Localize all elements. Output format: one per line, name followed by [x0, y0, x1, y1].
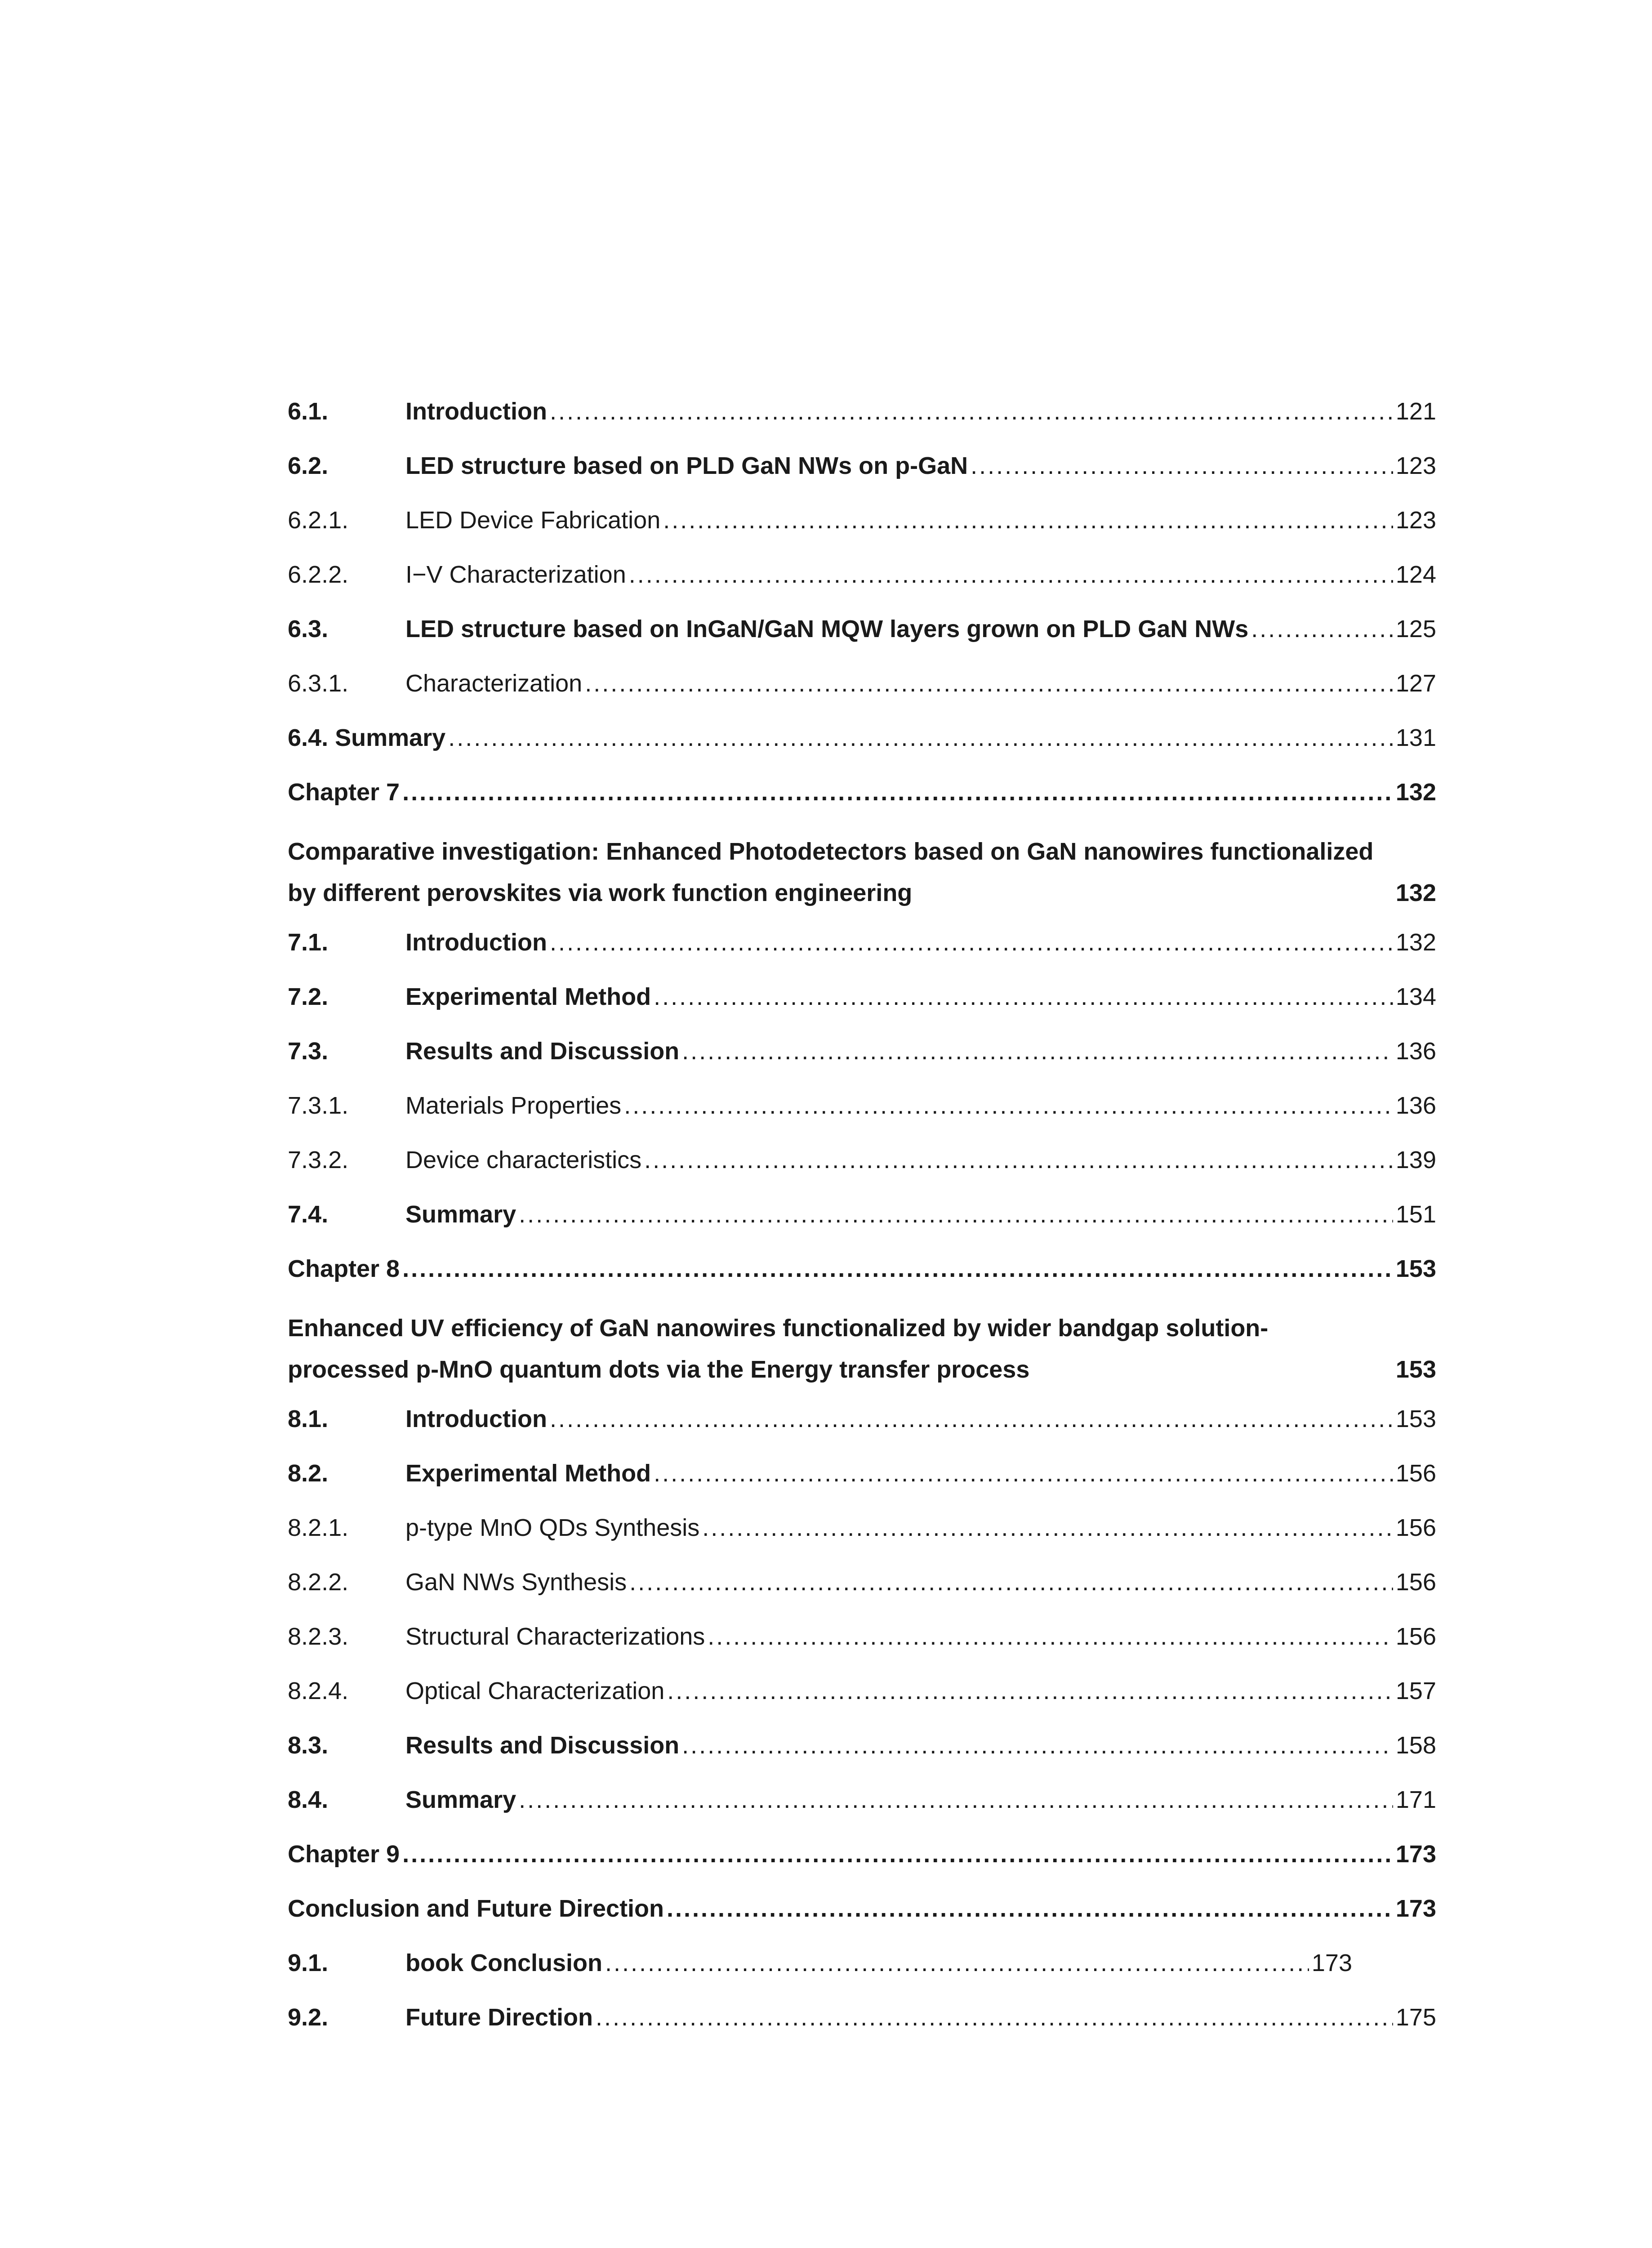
- toc-entry-title: Summary: [405, 1786, 517, 1813]
- toc-entry-7-1[interactable]: [288, 927, 1436, 958]
- toc-entry-title: Chapter 9: [288, 1841, 400, 1868]
- toc-entry-7-3-2[interactable]: [288, 1144, 1436, 1176]
- toc-entry-page: 134: [1395, 983, 1436, 1010]
- toc-entry-number: 7.3.: [288, 1038, 329, 1065]
- toc-entry-page: 173: [1311, 1949, 1352, 1976]
- toc-entry-number: 8.2.: [288, 1460, 329, 1487]
- toc-entry-title: Materials Properties: [405, 1092, 622, 1119]
- toc-entry-page: 125: [1395, 616, 1436, 642]
- toc-entry-6-2-2[interactable]: [288, 559, 1436, 590]
- dot-leader: [1251, 613, 1393, 645]
- toc-entry-page: 175: [1395, 2004, 1436, 2031]
- dot-leader: [644, 1144, 1393, 1176]
- toc-entry-title: Introduction: [405, 1405, 547, 1432]
- toc-entry-title: LED structure based on PLD GaN NWs on p-GaN: [405, 452, 968, 479]
- toc-entry-page: 153: [1395, 1405, 1436, 1432]
- toc-entry-page: 136: [1395, 1038, 1436, 1065]
- toc-entry-number: 8.3.: [288, 1732, 329, 1759]
- toc-entry-page: 131: [1395, 724, 1436, 751]
- toc-entry-number: 8.1.: [288, 1405, 329, 1432]
- toc-entry-9-2[interactable]: [288, 2002, 1436, 2033]
- dot-leader: [550, 1403, 1393, 1435]
- toc-entry-title: Results and Discussion: [405, 1038, 680, 1065]
- toc-entry-title: I−V Characterization: [405, 561, 626, 588]
- toc-entry-7-2[interactable]: [288, 981, 1436, 1012]
- toc-entry-title: Summary: [405, 1201, 517, 1228]
- toc-entry-title: Introduction: [405, 398, 547, 425]
- dot-leader: [629, 559, 1393, 590]
- dot-leader: [448, 722, 1393, 754]
- dot-leader: [702, 1512, 1393, 1543]
- toc-entry-title: Future Direction: [405, 2004, 593, 2031]
- dot-leader: [519, 1784, 1393, 1815]
- toc-entry-page: 123: [1395, 507, 1436, 534]
- dot-leader: [654, 1458, 1393, 1489]
- toc-entry-title-line2: by different perovskites via work function engineering: [288, 879, 913, 906]
- toc-entry-8-2[interactable]: [288, 1458, 1436, 1489]
- toc-entry-title: Introduction: [405, 929, 547, 956]
- toc-entry-page: 156: [1395, 1460, 1436, 1487]
- toc-entry-number: 9.1.: [288, 1949, 329, 1976]
- toc-entry-title: p-type MnO QDs Synthesis: [405, 1514, 700, 1541]
- toc-entry-title-line1: Enhanced UV efficiency of GaN nanowires functionalized by wider bandgap solution-: [288, 1315, 1269, 1342]
- dot-leader: [519, 1199, 1393, 1230]
- toc-entry-title-line2: processed p-MnO quantum dots via the Energy transfer process: [288, 1356, 1030, 1383]
- toc-entry-title: LED Device Fabrication: [405, 507, 661, 534]
- toc-entry-6-2[interactable]: [288, 450, 1436, 482]
- dot-leader: [550, 396, 1393, 427]
- dot-leader: [596, 2002, 1393, 2033]
- toc-entry-7-3[interactable]: [288, 1035, 1436, 1067]
- dot-leader: [663, 504, 1393, 536]
- toc-entry-7-3-1[interactable]: [288, 1090, 1436, 1121]
- toc-entry-page: 139: [1395, 1146, 1436, 1173]
- toc-entry-page: 153: [1395, 1356, 1436, 1383]
- toc-entry-6-1[interactable]: [288, 396, 1436, 427]
- toc-entry-title: Chapter 7: [288, 779, 400, 806]
- toc-entry-6-2-1[interactable]: [288, 504, 1436, 536]
- toc-entry-page: 132: [1395, 879, 1436, 906]
- dot-leader: [402, 1253, 1393, 1285]
- dot-leader: [605, 1947, 1309, 1979]
- toc-entry-number: 6.3.1.: [288, 670, 349, 697]
- toc-entry-8-2-1[interactable]: [288, 1512, 1436, 1543]
- toc-entry-title: Experimental Method: [405, 1460, 651, 1487]
- toc-entry-6-4[interactable]: [288, 722, 1436, 754]
- toc-entry-chapter-8[interactable]: [288, 1253, 1436, 1285]
- dot-leader: [682, 1730, 1393, 1761]
- toc-entry-title-line1: Comparative investigation: Enhanced Photodetectors based on GaN nanowires functionalized: [288, 838, 1374, 865]
- toc-entry-8-4[interactable]: [288, 1784, 1436, 1815]
- dot-leader: [624, 1090, 1393, 1121]
- dot-leader: [667, 1893, 1393, 1924]
- dot-leader: [667, 1675, 1393, 1707]
- toc-entry-page: 171: [1395, 1786, 1436, 1813]
- toc-entry-number: 9.2.: [288, 2004, 329, 2031]
- toc-entry-title: Experimental Method: [405, 983, 651, 1010]
- toc-entry-number: 8.2.4.: [288, 1677, 349, 1704]
- toc-entry-page: 132: [1395, 779, 1436, 806]
- toc-entry-title: Results and Discussion: [405, 1732, 680, 1759]
- toc-entry-title: Characterization: [405, 670, 583, 697]
- toc-entry-number: 6.3.: [288, 616, 329, 642]
- toc-entry-page: 121: [1395, 398, 1436, 425]
- toc-entry-page: 173: [1395, 1841, 1436, 1868]
- toc-entry-number: 6.2.: [288, 452, 329, 479]
- toc-entry-page: 158: [1395, 1732, 1436, 1759]
- dot-leader: [708, 1621, 1393, 1652]
- toc-entry-number: 8.2.2.: [288, 1569, 349, 1596]
- toc-entry-chapter-8-title[interactable]: [288, 1307, 1436, 1390]
- toc-entry-number: 7.1.: [288, 929, 329, 956]
- toc-entry-8-2-3[interactable]: [288, 1621, 1436, 1652]
- toc-entry-title: book Conclusion: [405, 1949, 602, 1976]
- dot-leader: [402, 776, 1393, 808]
- toc-entry-6-3[interactable]: [288, 613, 1436, 645]
- toc-entry-title: Device characteristics: [405, 1146, 642, 1173]
- toc-entry-page: 173: [1395, 1895, 1436, 1922]
- toc-entry-chapter-7-title[interactable]: [288, 831, 1436, 914]
- toc-entry-chapter-9-title[interactable]: [288, 1893, 1436, 1924]
- dot-leader: [585, 668, 1393, 699]
- toc-entry-title: LED structure based on InGaN/GaN MQW layers grown on PLD GaN NWs: [405, 616, 1249, 642]
- toc-entry-page: 156: [1395, 1623, 1436, 1650]
- dot-leader: [402, 1838, 1393, 1870]
- toc-entry-page: 156: [1395, 1569, 1436, 1596]
- toc-entry-number: 6.1.: [288, 398, 329, 425]
- toc-entry-title: 6.4. Summary: [288, 724, 446, 751]
- table-of-contents: [288, 396, 1436, 2056]
- toc-entry-title: GaN NWs Synthesis: [405, 1569, 627, 1596]
- dot-leader: [550, 927, 1393, 958]
- dot-leader: [654, 981, 1393, 1012]
- toc-entry-number: 8.2.3.: [288, 1623, 349, 1650]
- dot-leader: [629, 1566, 1393, 1598]
- toc-entry-page: 156: [1395, 1514, 1436, 1541]
- toc-entry-page: 132: [1395, 929, 1436, 956]
- toc-entry-number: 8.2.1.: [288, 1514, 349, 1541]
- toc-entry-page: 123: [1395, 452, 1436, 479]
- toc-entry-6-3-1[interactable]: [288, 668, 1436, 699]
- toc-entry-title: Structural Characterizations: [405, 1623, 705, 1650]
- toc-entry-page: 151: [1395, 1201, 1436, 1228]
- toc-entry-page: 157: [1395, 1677, 1436, 1704]
- toc-entry-title: Optical Characterization: [405, 1677, 665, 1704]
- toc-entry-9-1[interactable]: [288, 1947, 1352, 1979]
- toc-entry-number: 6.2.2.: [288, 561, 349, 588]
- toc-entry-number: 7.3.2.: [288, 1146, 349, 1173]
- toc-entry-number: 7.3.1.: [288, 1092, 349, 1119]
- toc-entry-chapter-7[interactable]: [288, 776, 1436, 808]
- toc-entry-title: Chapter 8: [288, 1255, 400, 1282]
- toc-entry-number: 6.2.1.: [288, 507, 349, 534]
- toc-entry-8-2-4[interactable]: [288, 1675, 1436, 1707]
- toc-entry-8-3[interactable]: [288, 1730, 1436, 1761]
- toc-entry-number: 7.2.: [288, 983, 329, 1010]
- toc-entry-page: 127: [1395, 670, 1436, 697]
- toc-entry-chapter-9[interactable]: [288, 1838, 1436, 1870]
- toc-entry-number: 7.4.: [288, 1201, 329, 1228]
- toc-entry-page: 124: [1395, 561, 1436, 588]
- toc-entry-7-4[interactable]: [288, 1199, 1436, 1230]
- dot-leader: [971, 450, 1393, 482]
- toc-entry-number: 8.4.: [288, 1786, 329, 1813]
- toc-entry-title: Conclusion and Future Direction: [288, 1895, 664, 1922]
- toc-entry-8-1[interactable]: [288, 1403, 1436, 1435]
- toc-entry-8-2-2[interactable]: [288, 1566, 1436, 1598]
- toc-entry-page: 136: [1395, 1092, 1436, 1119]
- dot-leader: [682, 1035, 1393, 1067]
- toc-entry-page: 153: [1395, 1255, 1436, 1282]
